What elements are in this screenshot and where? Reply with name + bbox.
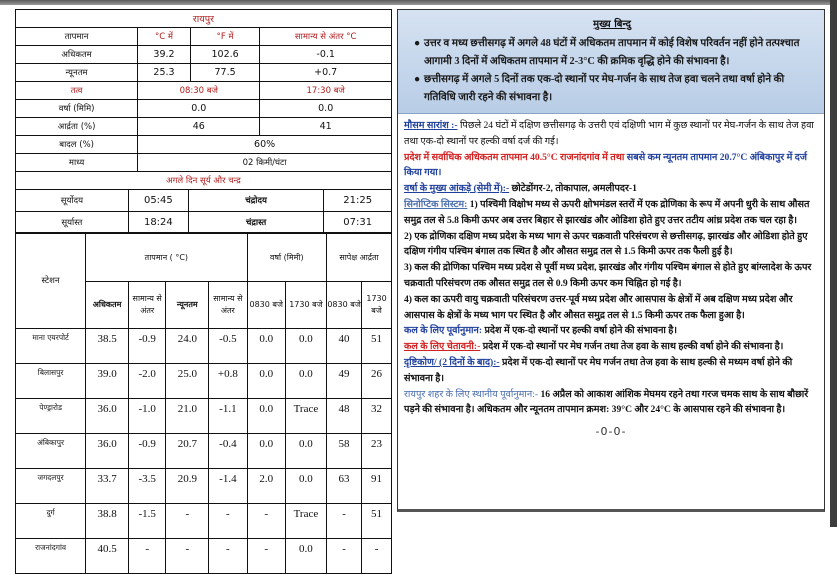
window-top-bar: [0, 0, 837, 5]
station-value: -1.5: [128, 504, 166, 539]
cloud-value: 60%: [138, 136, 392, 154]
humidity-1730: 41: [260, 118, 392, 136]
diff-header: सामान्य से अंतर °C: [260, 28, 392, 46]
sunset-value: 18:24: [128, 211, 188, 233]
synoptic-label: सिनोप्टिक सिस्टम:: [404, 198, 468, 210]
min-label: न्यूनतम: [16, 64, 138, 82]
key-point-1: ● उत्तर व मध्य छत्तीसगढ़ में अगले 48 घंटों में अधिकतम तापमान में कोई विशेष परिवर्तन नहीं होने तत्पश्चात आगामी 3 दिनों में अधिकतम तापमान में 2-3°C की क्रमिक वृद्धि होने की संभावना है।: [406, 35, 818, 71]
station-value: -: [166, 539, 209, 574]
sub-header: सामान्य से अंतर: [128, 282, 166, 329]
raipur-weather-panel: [15, 9, 392, 574]
station-row: [16, 469, 392, 504]
sub-header: 1730 बजे: [362, 282, 392, 329]
station-value: 33.7: [86, 469, 129, 504]
station-value: 0.0: [247, 434, 285, 469]
station-value: 58: [327, 434, 362, 469]
station-value: -0.4: [209, 434, 247, 469]
station-value: 51: [362, 329, 392, 364]
fahrenheit-header: °F में: [190, 28, 260, 46]
station-value: 23: [362, 434, 392, 469]
station-value: 24.0: [166, 329, 209, 364]
sunrise-label: सूर्योदय: [16, 189, 129, 211]
temperature-extremes: प्रदेश में सर्वाधिक अधिकतम तापमान 40.5°C राजनांदगांव में तथा सबसे कम न्यूनतम तापमान 20.7°C अंबिकापुर में दर्ज किया गया।: [404, 151, 807, 179]
station-value: 0.0: [247, 364, 285, 399]
raipur-observation-table: [15, 9, 392, 190]
sun-moon-title: अगले दिन सूर्य और चन्द्र: [16, 172, 392, 190]
station-value: 21.0: [166, 399, 209, 434]
station-value: -: [327, 504, 362, 539]
key-points-title: मुख्य बिन्दु: [593, 19, 631, 30]
station-value: 32: [362, 399, 392, 434]
station-value: -: [209, 539, 247, 574]
station-value: 40: [327, 329, 362, 364]
min-f: 77.5: [190, 64, 260, 82]
station-value: 20.9: [166, 469, 209, 504]
station-value: 49: [327, 364, 362, 399]
rain-0830: 0.0: [138, 100, 260, 118]
max-diff: -0.1: [260, 46, 392, 64]
station-value: 38.8: [86, 504, 129, 539]
station-value: 91: [362, 469, 392, 504]
station-value: 39.0: [86, 364, 129, 399]
warning-label: कल के लिए चेतावनी:-: [404, 341, 481, 353]
max-f: 102.6: [190, 46, 260, 64]
station-value: -0.9: [128, 434, 166, 469]
element-label: तत्व: [16, 82, 138, 100]
station-row: [16, 434, 392, 469]
outlook-label: दृष्टिकोण/ (2 दिनों के बाद):-: [404, 356, 500, 368]
station-value: -: [247, 539, 285, 574]
local-forecast-label: रायपुर शहर के लिए स्थानीय पूर्वानुमान:-: [404, 388, 539, 400]
station-value: 36.0: [86, 434, 129, 469]
forecast-body: [398, 114, 824, 444]
station-value: -1.0: [128, 399, 166, 434]
station-value: -3.5: [128, 469, 166, 504]
station-value: 0.0: [247, 329, 285, 364]
sub-header: न्यूनतम: [166, 282, 209, 329]
station-value: -: [209, 504, 247, 539]
station-value: 2.0: [247, 469, 285, 504]
station-value: Trace: [285, 504, 326, 539]
local-forecast: रायपुर शहर के लिए स्थानीय पूर्वानुमान:- 16 अप्रैल को आकाश आंशिक मेघमय रहने तथा गरज चमक साथ के साथ बौछारें पड़ने की संभावना है। अधिकतम और न्यूनतम तापमान क्रमश: 39°C और 24°C के आसपास रहने की संभावना है।: [404, 388, 809, 416]
wind-label: माध्य: [16, 154, 138, 172]
min-c: 25.3: [138, 64, 191, 82]
outlook: दृष्टिकोण/ (2 दिनों के बाद):- प्रदेश में एक-दो स्थानों पर मेघ गर्जन तथा तेज हवा के साथ हल्की से मध्यम वर्षा होने की संभावना है।: [404, 356, 793, 384]
time-1730-header: 17:30 बजे: [260, 82, 392, 100]
station-name: बिलासपुर: [16, 364, 86, 399]
station-row: [16, 329, 392, 364]
temp-group-header: तापमान ( °C): [86, 233, 247, 282]
station-value: -: [166, 504, 209, 539]
wind-value: 02 किमी/घंटा: [138, 154, 392, 172]
station-value: -: [128, 539, 166, 574]
rain-figures: वर्षा के मुख्य आंकड़े (सेमी में):- छोटेडोंगर-2, तोकापाल, अमलीपदर-1: [404, 183, 637, 195]
humidity-label: आर्द्रता (%): [16, 118, 138, 136]
scrollbar[interactable]: [830, 0, 837, 527]
station-value: 0.0: [285, 434, 326, 469]
moonrise-label: चंद्रोदय: [188, 189, 323, 211]
station-row: [16, 539, 392, 574]
station-value: -: [362, 539, 392, 574]
station-row: [16, 364, 392, 399]
rain-figures-label: वर्षा के मुख्य आंकड़े (सेमी में):-: [404, 183, 510, 195]
rain-label: वर्षा (मिमि): [16, 100, 138, 118]
weather-summary: मौसम सारांश :- पिछले 24 घंटों में दक्षिण छत्तीसगढ़ के उत्तरी एवं दक्षिणी भाग में कुछ स्थानों पर मेघ-गर्जन के साथ तेज हवा तथा एक-दो स्थानों पर हल्की वर्षा दर्ज की गई।: [404, 120, 814, 147]
station-value: 0.0: [285, 329, 326, 364]
sub-header: सामान्य से अंतर: [209, 282, 247, 329]
station-value: +0.8: [209, 364, 247, 399]
moonrise-value: 21:25: [324, 189, 392, 211]
station-value: 26: [362, 364, 392, 399]
synoptic-4: 4) कल का ऊपरी वायु चक्रवाती परिसंचरण उत्तर-पूर्व मध्य प्रदेश और आसपास के क्षेत्रों में अब दक्षिण मध्य प्रदेश और आसपास के क्षेत्रों के मध्य भाग पर स्थित है और औसत समुद्र तल से 1.5 किमी ऊपर तक फैला हुआ है।: [404, 293, 793, 321]
sub-header: 1730 बजे: [285, 282, 326, 329]
city-title: रायपुर: [16, 10, 392, 28]
station-value: 48: [327, 399, 362, 434]
max-c: 39.2: [138, 46, 191, 64]
sub-header: अधिकतम: [86, 282, 129, 329]
station-name: जगदलपुर: [16, 469, 86, 504]
station-value: -1.4: [209, 469, 247, 504]
station-value: -0.9: [128, 329, 166, 364]
stations-table: [15, 232, 392, 574]
station-value: 20.7: [166, 434, 209, 469]
station-value: 0.0: [285, 539, 326, 574]
station-value: Trace: [285, 399, 326, 434]
temp-label: तापमान: [16, 28, 138, 46]
station-name: अंबिकापुर: [16, 434, 86, 469]
sunset-label: सूर्यास्त: [16, 211, 129, 233]
humidity-0830: 46: [138, 118, 260, 136]
sub-header: 0830 बजे: [327, 282, 362, 329]
key-points-box: [398, 10, 824, 114]
cloud-label: बादल (%): [16, 136, 138, 154]
station-value: -: [327, 539, 362, 574]
synoptic-3: 3) कल की द्रोणिका पश्चिम मध्य प्रदेश से पूर्वी मध्य प्रदेश, झारखंड और गंगीय पश्चिम बंगाल से होते हुए बांग्लादेश के ऊपर चक्रवाती परिसंचरण तक औसत समुद्र तल से 0.9 किमी ऊपर कम चिह्नित हो गई है।: [404, 262, 812, 289]
min-diff: +0.7: [260, 64, 392, 82]
moonset-value: 07:31: [324, 211, 392, 233]
station-row: [16, 399, 392, 434]
rain-group-header: वर्षा (मिमी): [247, 233, 326, 282]
station-value: -: [247, 504, 285, 539]
moonset-label: चंद्रास्त: [188, 211, 323, 233]
station-value: 38.5: [86, 329, 129, 364]
max-label: अधिकतम: [16, 46, 138, 64]
forecast-panel: [397, 9, 825, 512]
station-value: 51: [362, 504, 392, 539]
rain-1730: 0.0: [260, 100, 392, 118]
key-point-2: ● छत्तीसगढ़ में अगले 5 दिनों तक एक-दो स्थानों पर मेघ-गर्जन के साथ तेज हवा चलने तथा वर्षा होने की गतिविधि जारी रहने की संभावना है।: [406, 71, 818, 107]
station-header: स्टेशन: [16, 233, 86, 329]
sunrise-value: 05:45: [128, 189, 188, 211]
synoptic-1: सिनोप्टिक सिस्टम: 1) पश्चिमी विक्षोभ मध्य से ऊपरी क्षोभमंडल स्तरों में एक द्रोणिका के रूप में अपनी धुरी के साथ औसत समुद्र तल से 5.8 किमी ऊपर अब उत्तर बिहार से झारखंड और ओडिशा होते हुए उत्तर तटीय आंध्र प्रदेश तक चल रहा है।: [404, 198, 810, 226]
station-name: माना एयरपोर्ट: [16, 329, 86, 364]
warning-tomorrow: कल के लिए चेतावनी:- प्रदेश में एक-दो स्थानों पर मेघ गर्जन तथा तेज हवा के साथ हल्की वर्षा होने की संभावना है।: [404, 341, 784, 353]
rh-group-header: सापेक्ष आर्द्रता: [327, 233, 392, 282]
bullet-icon: ●: [414, 38, 421, 49]
sub-header: 0830 बजे: [247, 282, 285, 329]
station-value: 63: [327, 469, 362, 504]
station-name: राजनांदगांव: [16, 539, 86, 574]
celsius-header: °C में: [138, 28, 191, 46]
station-value: 36.0: [86, 399, 129, 434]
end-mark: -0-0-: [595, 425, 627, 439]
forecast-tomorrow: कल के लिए पूर्वानुमान: प्रदेश में एक-दो स्थानों पर हल्की वर्षा होने की संभावना है।: [404, 325, 678, 337]
station-value: 0.0: [247, 399, 285, 434]
time-0830-header: 08:30 बजे: [138, 82, 260, 100]
synoptic-2: 2) एक द्रोणिका दक्षिण मध्य प्रदेश के मध्य भाग से ऊपर चक्रवाती परिसंचरण से छत्तीसगढ़, झारखंड और ओडिशा होते हुए दक्षिण गंगीय पश्चिम बंगाल तक स्थित है और औसत समुद्र तल से 1.5 किमी ऊपर तक फैली हुई है।: [404, 230, 808, 258]
sun-moon-table: [15, 189, 392, 234]
station-row: [16, 504, 392, 539]
station-name: दुर्ग: [16, 504, 86, 539]
station-name: पेण्ड्रारोड: [16, 399, 86, 434]
bullet-icon: ●: [414, 74, 421, 85]
station-value: 0.0: [285, 469, 326, 504]
station-value: -0.5: [209, 329, 247, 364]
weather-summary-label: मौसम सारांश :-: [404, 120, 458, 131]
station-value: 40.5: [86, 539, 129, 574]
station-value: -2.0: [128, 364, 166, 399]
station-value: 0.0: [285, 364, 326, 399]
station-value: 25.0: [166, 364, 209, 399]
forecast-label: कल के लिए पूर्वानुमान:: [404, 325, 483, 337]
station-value: -1.1: [209, 399, 247, 434]
